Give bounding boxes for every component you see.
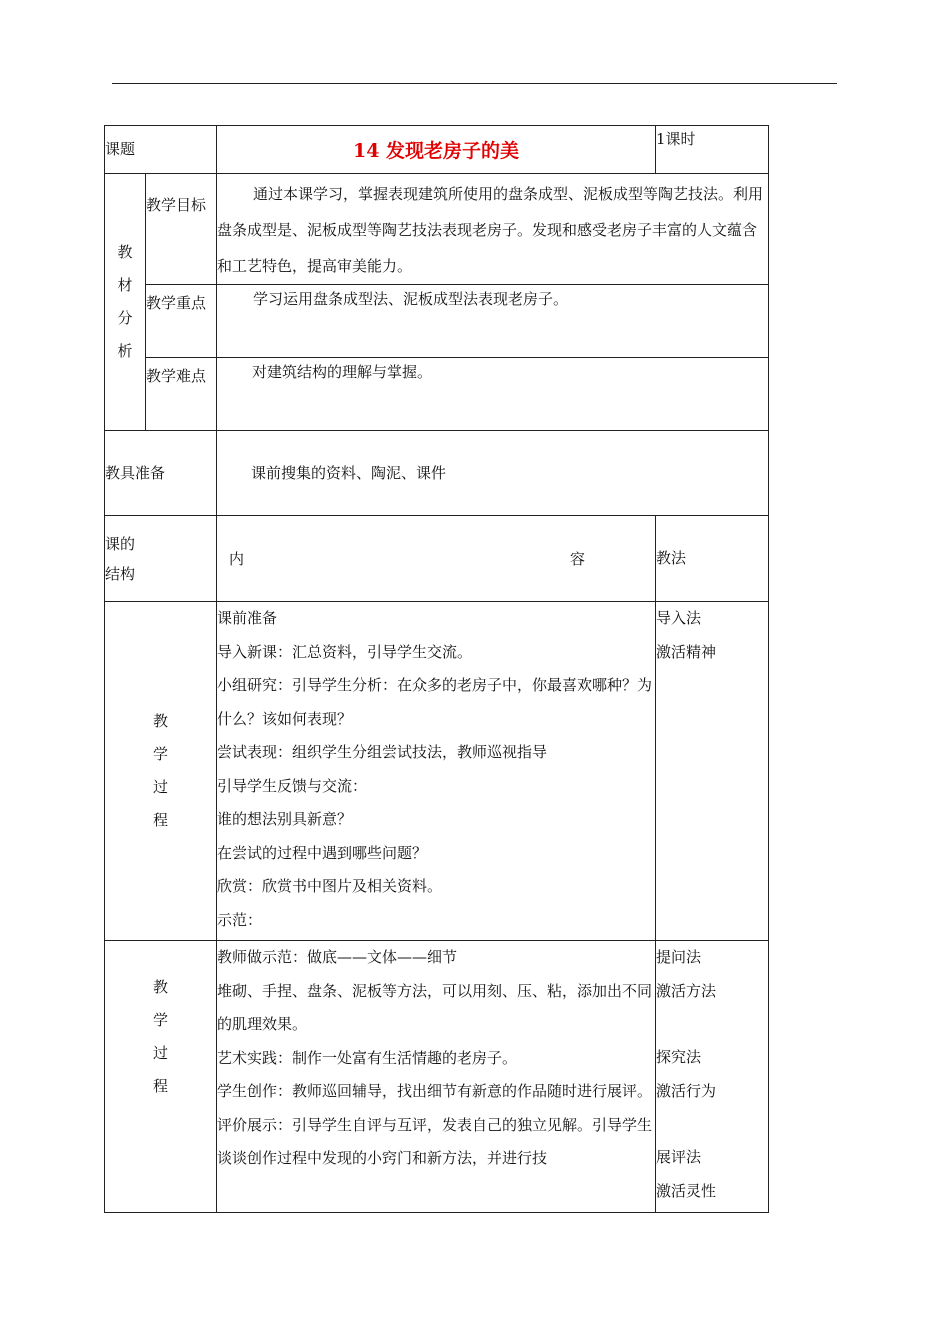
process1-line: 谁的想法别具新意？ [217,810,353,828]
process1-line: 导入新课：汇总资料，引导学生交流。 [217,642,473,661]
method-item: 提问法 [656,948,702,966]
process1-line: 课前准备 [217,609,278,627]
method-spacer [656,1108,768,1141]
process2-line: 艺术实践：制作一处富有生活情趣的老房子。 [217,1048,518,1067]
method-item: 激活行为 [656,1081,717,1100]
process2-line: 教师做示范：做底——文体——细节 [217,948,458,966]
process2-line: 堆砌、手捏、盘条、泥板等方法，可以用刻、压、粘，添加出不同的肌理效果。 [217,981,653,1033]
prep-label: 教具准备 [105,431,217,516]
process1-line: 欣赏：欣赏书中图片及相关资料。 [217,877,443,895]
content-header-right: 容 [570,550,586,568]
class-hours: 1课时 [656,126,769,174]
process1-label: 教 学 过 程 [105,602,217,941]
method-item: 导入法 [656,609,702,627]
method-item: 激活方法 [656,981,717,1000]
process2-line: 学生创作：教师巡回辅导，找出细节有新意的作品随时进行展评。 [217,1082,653,1100]
goal-label: 教学目标 [146,174,217,285]
goal-text: 通过本课学习，掌握表现建筑所使用的盘条成型、泥板成型等陶艺技法。利用盘条成型是、泥板成型等陶艺技法表现老房子。发现和感受老房子丰富的人文蕴含和工艺特色，提高审美能力。 [217,174,769,285]
lesson-title: 14 发现老房子的美 [217,126,656,174]
process1-methods [656,602,769,941]
method-spacer [656,1008,768,1041]
prep-text: 课前搜集的资料、陶泥、课件 [217,431,769,516]
process1-line: 小组研究：引导学生分析：在众多的老房子中，你最喜欢哪种？为什么？该如何表现？ [217,676,653,728]
content-header-left: 内 [229,550,245,568]
key-text: 学习运用盘条成型法、泥板成型法表现老房子。 [217,285,769,358]
process1-line: 尝试表现：组织学生分组尝试技法，教师巡视指导 [217,743,548,761]
process2-label: 教 学 过 程 [105,941,217,1213]
method-item: 激活精神 [656,642,717,661]
process1-line: 引导学生反馈与交流： [217,776,368,795]
method-header: 教法 [656,516,769,602]
key-label: 教学重点 [146,285,217,358]
subject-label: 课题 [105,126,217,174]
lesson-plan-table [104,125,769,1213]
process2-methods [656,941,769,1213]
content-header [217,516,656,602]
difficulty-label: 教学难点 [146,358,217,431]
method-item: 探究法 [656,1048,702,1066]
process2-line: 评价展示：引导学生自评与互评，发表自己的独立见解。引导学生谈谈创作过程中发现的小窍门和新方法，并进行技 [217,1115,653,1167]
structure-label: 课的 结构 [105,516,217,602]
process1-line: 在尝试的过程中遇到哪些问题？ [217,843,428,862]
method-item: 激活灵性 [656,1181,717,1200]
process1-content [217,602,656,941]
analysis-group-label: 教 材 分 析 [105,174,146,431]
method-item: 展评法 [656,1148,702,1166]
process2-content [217,941,656,1213]
process1-line: 示范： [217,910,263,929]
difficulty-text: 对建筑结构的理解与掌握。 [217,358,769,431]
header-rule [112,83,837,84]
